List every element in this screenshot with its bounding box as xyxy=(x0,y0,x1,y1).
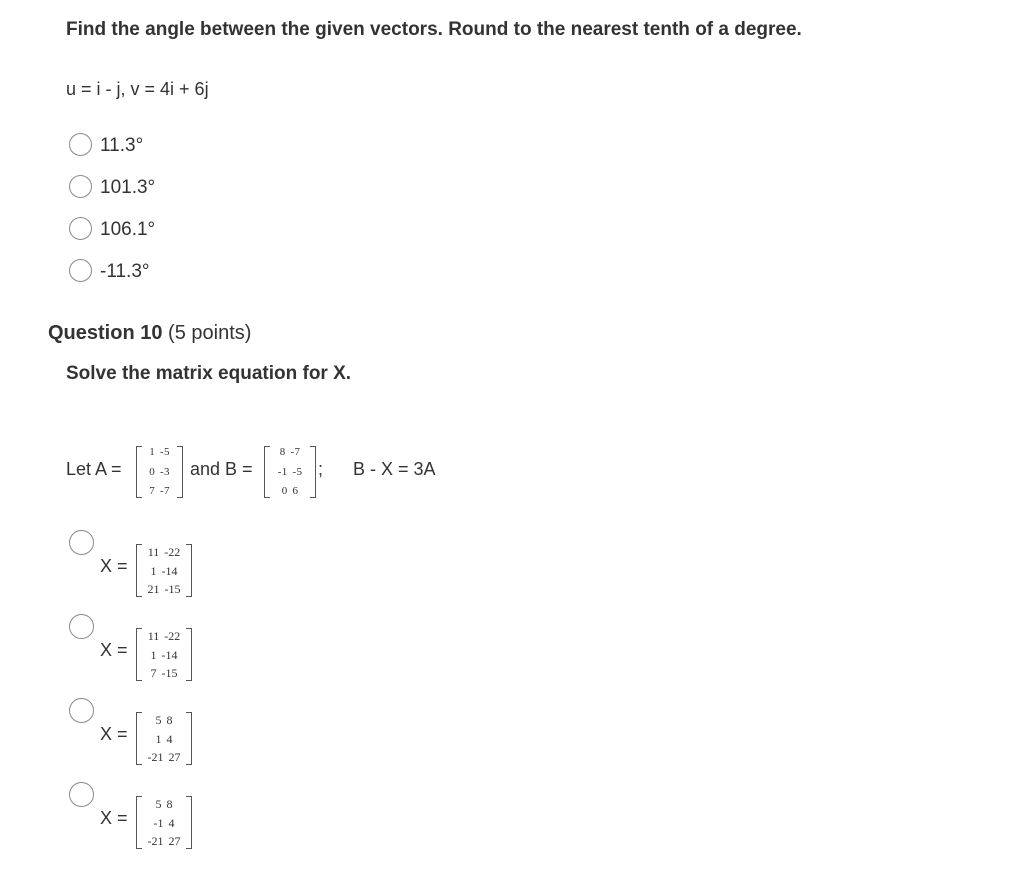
option-radio-3[interactable] xyxy=(69,217,92,240)
matrix-cell: -21 xyxy=(147,750,164,764)
matrix-cell: 1 xyxy=(155,731,162,746)
matrix-b-cell: 6 xyxy=(292,485,299,497)
matrix-a-cell: -3 xyxy=(160,465,170,478)
matrix-cell: -14 xyxy=(161,647,178,662)
and-b-label: and B = xyxy=(190,459,253,479)
matrix-b-cell: 8 xyxy=(279,446,286,458)
matrix-option-radio-4[interactable] xyxy=(69,782,94,807)
let-a-label: Let A = xyxy=(66,459,122,479)
semicolon: ; xyxy=(318,459,324,479)
matrix-option-radio-2[interactable] xyxy=(69,614,94,639)
matrix-cell: -21 xyxy=(147,834,164,848)
matrix-a xyxy=(136,446,183,498)
x-equals-label: X = xyxy=(100,556,128,576)
matrix-b-cell: -7 xyxy=(290,446,301,458)
matrix-cell: 8 xyxy=(166,797,173,811)
option-radio-2[interactable] xyxy=(69,175,92,198)
matrix-cell: 1 xyxy=(150,647,157,662)
matrix-cell: -22 xyxy=(164,629,181,643)
matrix-cell: -22 xyxy=(164,545,181,559)
matrix-cell: 5 xyxy=(155,797,162,811)
matrix-cell: -14 xyxy=(161,563,178,578)
question-10-points: (5 points) xyxy=(168,322,252,344)
matrix-cell: 11 xyxy=(147,545,160,559)
matrix-cell: -15 xyxy=(164,582,181,596)
option-radio-4[interactable] xyxy=(69,259,92,282)
matrix-a-cell: 7 xyxy=(149,485,156,497)
x-equals-label: X = xyxy=(100,724,128,744)
matrix-b-cell: -1 xyxy=(277,465,288,478)
matrix-option-2 xyxy=(136,628,192,681)
option-label-4: -11.3° xyxy=(100,261,150,282)
matrix-a-cell: 0 xyxy=(149,465,156,478)
matrix-cell: 1 xyxy=(150,563,157,578)
matrix-b-cell: 0 xyxy=(281,485,288,497)
question-10-header xyxy=(48,322,251,345)
matrix-cell: 4 xyxy=(168,815,175,830)
question-9-prompt: Find the angle between the given vectors. Round to the nearest tenth of a degree. xyxy=(66,19,802,40)
option-radio-1[interactable] xyxy=(69,133,92,156)
matrix-equation: B - X = 3A xyxy=(353,459,436,479)
matrix-cell: 21 xyxy=(147,582,160,596)
matrix-cell: -15 xyxy=(161,666,178,680)
matrix-option-radio-3[interactable] xyxy=(69,698,94,723)
matrix-cell: 5 xyxy=(155,713,162,727)
question-10-prompt: Solve the matrix equation for X. xyxy=(66,363,352,384)
option-label-3: 106.1° xyxy=(100,219,156,240)
matrix-b-cell: -5 xyxy=(292,465,303,478)
matrix-b xyxy=(264,446,316,498)
matrix-cell: 8 xyxy=(166,713,173,727)
vectors-expression: u = i - j, v = 4i + 6j xyxy=(66,79,209,99)
question-10-title: Question 10 xyxy=(48,322,163,344)
matrix-option-4 xyxy=(136,796,192,849)
option-label-1: 11.3° xyxy=(100,135,144,156)
matrix-option-radio-1[interactable] xyxy=(69,530,94,555)
x-equals-label: X = xyxy=(100,808,128,828)
matrix-a-cell: -7 xyxy=(160,485,170,497)
matrix-cell: 27 xyxy=(168,750,181,764)
matrix-cell: 7 xyxy=(150,666,157,680)
x-equals-label: X = xyxy=(100,640,128,660)
matrix-a-cell: 1 xyxy=(149,446,156,458)
matrix-option-1 xyxy=(136,544,192,597)
matrix-cell: 27 xyxy=(168,834,181,848)
option-label-2: 101.3° xyxy=(100,177,156,198)
matrix-a-cell: -5 xyxy=(160,446,170,458)
matrix-cell: 11 xyxy=(147,629,160,643)
matrix-cell: -1 xyxy=(153,815,164,830)
matrix-cell: 4 xyxy=(166,731,173,746)
matrix-option-3 xyxy=(136,712,192,765)
